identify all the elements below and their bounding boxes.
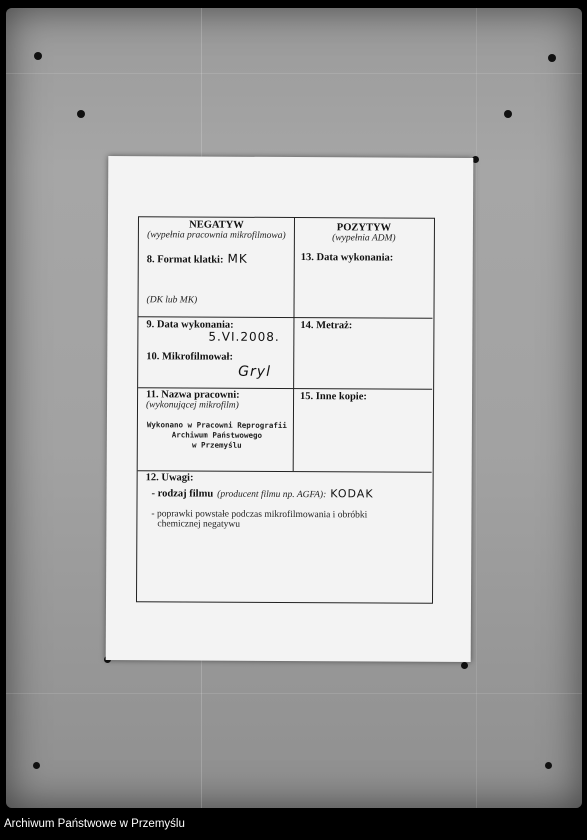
film-type-label: - rodzaj filmu — [151, 488, 214, 500]
film-scratch — [6, 73, 582, 74]
field-8-label: 8. Format klatki: — [146, 254, 224, 266]
registration-hole — [77, 110, 85, 118]
registration-hole — [548, 54, 556, 62]
workshop-stamp — [142, 420, 292, 451]
negatyw-subtitle: (wypełnia pracownia mikrofilmowa) — [147, 230, 286, 241]
registration-hole — [504, 110, 512, 118]
stamp-line-2: Archiwum Państwowego — [171, 430, 263, 440]
field-8 — [147, 249, 248, 268]
stamp-line-3: w Przemyślu — [191, 440, 242, 450]
negatyw-title: NEGATYW — [189, 219, 244, 231]
pozytyw-subtitle: (wypełnia ADM) — [332, 233, 396, 244]
field-13-label: 13. Data wykonania: — [300, 252, 394, 264]
field-8-value: MK — [227, 251, 248, 266]
field-10-signature: Gryl — [238, 363, 272, 380]
film-scratch — [6, 693, 582, 694]
field-8-hint: (DK lub MK) — [146, 295, 198, 306]
field-11-label: 11. Nazwa pracowni: — [146, 389, 240, 401]
form-sheet — [106, 156, 474, 662]
film-scratch — [476, 8, 477, 808]
film-type-hint: (producent filmu np. AGFA): — [217, 489, 327, 501]
field-12 — [145, 472, 425, 530]
registration-hole — [545, 762, 552, 769]
field-10-label: 10. Mikrofilmował: — [146, 351, 234, 363]
corrections-line-1: - poprawki powstałe podczas mikrofilmowania i obróbki — [151, 509, 368, 521]
registration-hole — [33, 762, 40, 769]
pozytyw-title: POZYTYW — [336, 222, 392, 234]
field-11-hint: (wykonującej mikrofilm) — [145, 400, 239, 411]
stamp-line-1: Wykonano w Pracowni Reprografii — [146, 420, 287, 430]
pozytyw-header — [295, 222, 433, 244]
registration-hole — [34, 52, 42, 60]
field-11 — [146, 389, 240, 410]
form-table — [136, 216, 435, 604]
corrections-line-2: chemicznej negatywu — [157, 519, 240, 530]
column-divider — [293, 218, 295, 471]
row-divider — [138, 316, 432, 319]
negatyw-header — [139, 219, 294, 241]
field-9-value: 5.VI.2008. — [208, 329, 280, 344]
field-9-label: 9. Data wykonania: — [146, 319, 234, 331]
field-12-label: 12. Uwagi: — [145, 472, 194, 484]
film-type-value: KODAK — [330, 487, 374, 501]
field-14-label: 14. Metraż: — [300, 320, 353, 332]
field-15-label: 15. Inne kopie: — [300, 391, 367, 403]
archive-footer-caption: Archiwum Państwowe w Przemyślu — [4, 818, 185, 830]
registration-hole — [461, 662, 468, 669]
